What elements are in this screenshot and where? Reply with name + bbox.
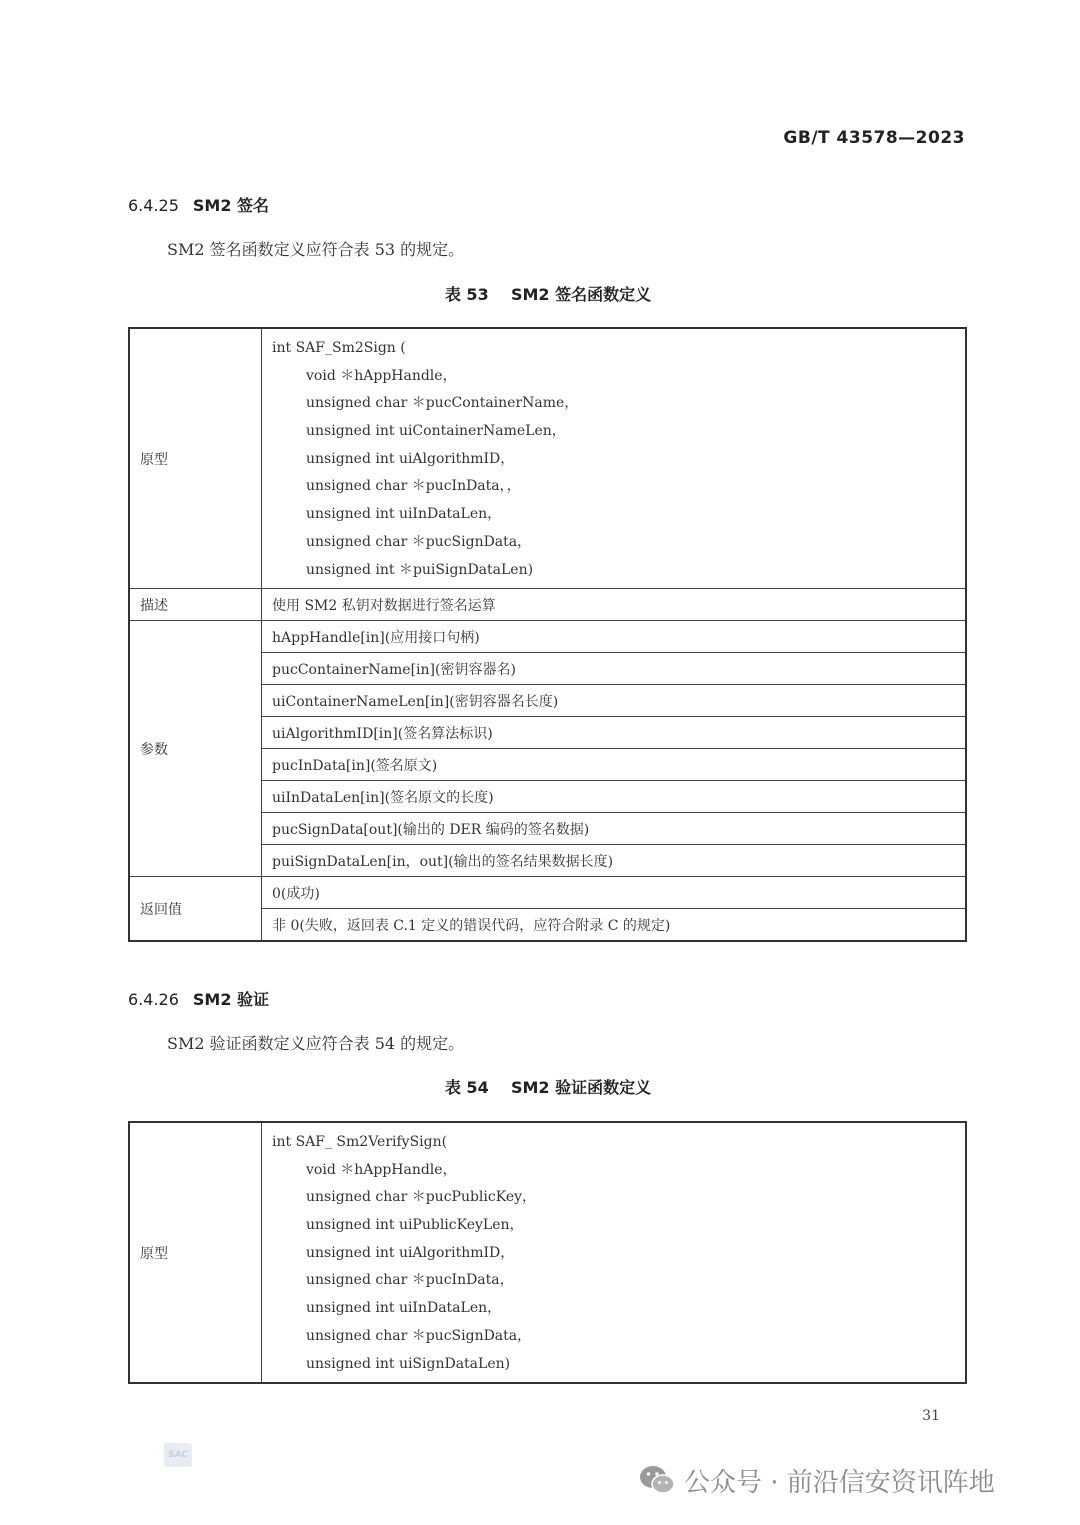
standard-code: GB/T 43578—2023 bbox=[783, 128, 965, 148]
parameter-cell: uiInDataLen[in](签名原文的长度) bbox=[262, 781, 967, 813]
code-line: unsigned char ＊pucSignData， bbox=[306, 1327, 532, 1344]
parameter-cell: pucSignData[out](输出的 DER 编码的签名数据) bbox=[262, 813, 967, 845]
sac-logo: SAC bbox=[164, 1443, 192, 1467]
code-line: int SAF_ Sm2VerifySign( bbox=[272, 1134, 448, 1150]
section-intro: SM2 验证函数定义应符合表 54 的规定。 bbox=[167, 1034, 465, 1053]
code-line: void ＊hAppHandle， bbox=[306, 1161, 457, 1178]
table-title: SM2 验证函数定义 bbox=[510, 1078, 652, 1097]
section-heading-6-4-26 bbox=[128, 987, 269, 1010]
prototype-label: 原型 bbox=[129, 328, 262, 589]
code-line: unsigned char ＊pucContainerName， bbox=[306, 395, 579, 412]
parameter-cell: uiAlgorithmID[in](签名算法标识) bbox=[262, 717, 967, 749]
parameter-cell: hAppHandle[in](应用接口句柄) bbox=[262, 621, 967, 653]
code-line: void ＊hAppHandle， bbox=[306, 367, 457, 384]
table-caption-54 bbox=[0, 1075, 1080, 1098]
code-line: unsigned int ＊puiSignDataLen) bbox=[306, 561, 534, 578]
page-number: 31 bbox=[922, 1408, 940, 1424]
section-number: 6.4.25 bbox=[128, 196, 179, 215]
code-line: unsigned int uiSignDataLen) bbox=[306, 1355, 511, 1372]
prototype-label: 原型 bbox=[129, 1122, 262, 1383]
parameter-cell: puiSignDataLen[in，out](输出的签名结果数据长度) bbox=[262, 845, 967, 877]
table-number: 表 54 bbox=[444, 1078, 489, 1097]
description-label: 描述 bbox=[129, 589, 262, 621]
parameter-cell: pucInData[in](签名原文) bbox=[262, 749, 967, 781]
function-table-53 bbox=[128, 327, 967, 942]
wechat-icon bbox=[638, 1463, 676, 1497]
section-heading-6-4-25 bbox=[128, 193, 269, 216]
section-number: 6.4.26 bbox=[128, 990, 179, 1009]
code-line: unsigned int uiAlgorithmID， bbox=[306, 450, 515, 467]
section-intro: SM2 签名函数定义应符合表 53 的规定。 bbox=[167, 240, 465, 259]
section-title: SM2 签名 bbox=[192, 196, 270, 215]
return-cell: 0(成功) bbox=[262, 877, 967, 909]
code-line: unsigned int uiAlgorithmID， bbox=[306, 1244, 515, 1261]
code-line: unsigned int uiInDataLen， bbox=[306, 1300, 502, 1317]
return-cell: 非 0(失败，返回表 C.1 定义的错误代码，应符合附录 C 的规定) bbox=[262, 909, 967, 942]
section-title: SM2 验证 bbox=[192, 990, 270, 1009]
code-line: int SAF_Sm2Sign ( bbox=[272, 340, 406, 356]
code-line: unsigned char ＊pucInData， bbox=[306, 1272, 514, 1289]
function-table-54 bbox=[128, 1121, 967, 1384]
return-value-label: 返回值 bbox=[129, 877, 262, 942]
code-line: unsigned int uiInDataLen， bbox=[306, 506, 502, 523]
table-number: 表 53 bbox=[444, 285, 489, 304]
code-line: unsigned char ＊pucPublicKey， bbox=[306, 1189, 537, 1206]
prototype-cell bbox=[262, 1122, 967, 1383]
code-line: unsigned int uiContainerNameLen， bbox=[306, 423, 566, 440]
description-cell: 使用 SM2 私钥对数据进行签名运算 bbox=[262, 589, 967, 621]
parameters-label: 参数 bbox=[129, 621, 262, 877]
wechat-watermark bbox=[638, 1462, 995, 1498]
parameter-cell: pucContainerName[in](密钥容器名) bbox=[262, 653, 967, 685]
parameter-cell: uiContainerNameLen[in](密钥容器名长度) bbox=[262, 685, 967, 717]
code-line: unsigned int uiPublicKeyLen， bbox=[306, 1217, 524, 1234]
code-line: unsigned char ＊pucInData，， bbox=[306, 478, 521, 495]
table-caption-53 bbox=[0, 282, 1080, 305]
code-line: unsigned char ＊pucSignData， bbox=[306, 533, 532, 550]
prototype-cell bbox=[262, 328, 967, 589]
watermark-text: 公众号 · 前沿信安资讯阵地 bbox=[684, 1467, 995, 1498]
table-title: SM2 签名函数定义 bbox=[510, 285, 652, 304]
